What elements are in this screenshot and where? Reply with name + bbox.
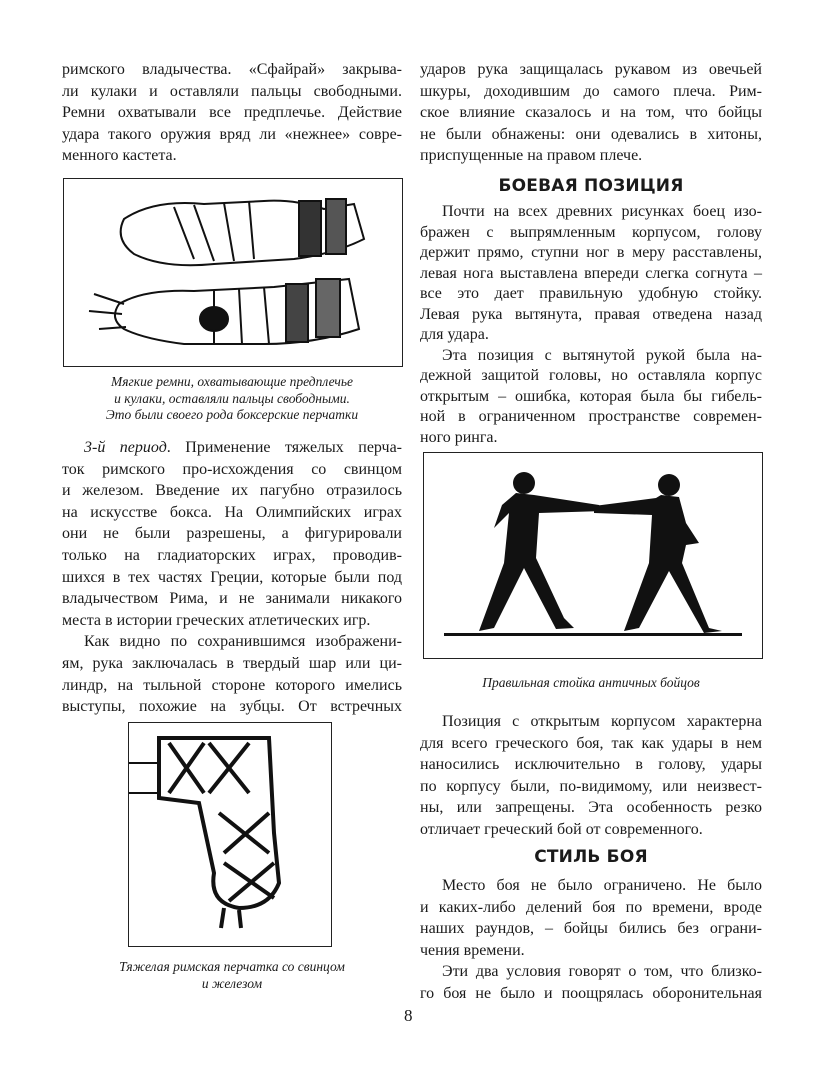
text-line: места в истории греческих атлетических игр. bbox=[62, 611, 371, 629]
text-line: дежной защитой головы, но оставляла корпус bbox=[420, 367, 762, 384]
caption-line: Правильная стойка античных бойцов bbox=[482, 675, 700, 690]
text-line: приспущенные на правом плече. bbox=[420, 147, 643, 165]
left-text-block-2 bbox=[62, 437, 402, 718]
text-line: менного кастета. bbox=[62, 147, 177, 165]
text-line: ское влияние сказалось и на том, что бойцы bbox=[420, 104, 762, 122]
figure-soft-straps-hands bbox=[63, 178, 403, 367]
text-line: владычеством Рима, и не занимали никакого bbox=[62, 590, 402, 608]
text-line: и каких-либо делений боя по времени, вроде bbox=[420, 898, 762, 916]
figure2-caption bbox=[62, 959, 402, 992]
text-line: Как видно по сохранившимся изображени- bbox=[84, 633, 402, 651]
text-line: Место боя не было ограничено. Не было bbox=[442, 877, 762, 894]
page-number: 8 bbox=[404, 1006, 413, 1025]
text-line: ли кулаки и оставляли пальцы свободными. bbox=[62, 82, 402, 100]
text-line: чения времени. bbox=[420, 941, 525, 959]
caption-line: Это были своего рода боксерские перчатки bbox=[105, 407, 359, 422]
text-line: бражен с выпрямленным корпусом, голову bbox=[420, 223, 762, 241]
text-line: только на гладиаторских играх, проводив- bbox=[62, 546, 402, 564]
text-line: Позиция с открытым корпусом характерна bbox=[442, 713, 762, 730]
caption-line: Мягкие ремни, охватывающие предплечье bbox=[110, 374, 353, 389]
text-line: открытым – ошибка, которая была бы гибель- bbox=[420, 387, 762, 405]
text-line: го боя не было и поощрялась оборонительная bbox=[420, 984, 762, 1002]
caption-line: и кулаки, оставляли пальцы свободными. bbox=[114, 390, 350, 406]
figure1-caption bbox=[62, 374, 402, 424]
text-line: все это дает правильную удобную стойку. bbox=[420, 285, 762, 302]
text-line: отличает греческий бой от современного. bbox=[420, 820, 703, 838]
text-line: ны, или запрещены. Эта особенность резко bbox=[420, 799, 762, 817]
hands-with-straps-illustration bbox=[64, 179, 402, 366]
text-line: наших раундов, – бойцы бились без ограни- bbox=[420, 920, 762, 938]
text-line: ток римского про-исхождения со свинцом bbox=[62, 460, 402, 478]
text-line: удара такого оружия вряд ли «нежнее» совре- bbox=[62, 125, 402, 143]
text-line: они не были разрешены, а фигурировали bbox=[62, 525, 402, 543]
text-line: Почти на всех древних рисунках боец изо- bbox=[442, 203, 762, 220]
figure3-caption bbox=[420, 675, 762, 692]
caption-line: Тяжелая римская перчатка со свинцом bbox=[119, 959, 345, 974]
text-line: Эти два условия говорят о том, что близко- bbox=[442, 963, 762, 981]
text-line: римского владычества. «Сфайрай» закрыва- bbox=[62, 61, 402, 78]
text-line: для всего греческого боя, так как удары в нем bbox=[420, 734, 762, 752]
right-text-block-3 bbox=[420, 711, 762, 841]
text-line: левая нога выставлена впереди слегка согнута – bbox=[420, 264, 762, 282]
fighters-silhouette-illustration bbox=[424, 453, 762, 658]
heading-fighting-style: СТИЛЬ БОЯ bbox=[534, 847, 648, 867]
text-line: ной в ограниченном пространстве современ- bbox=[420, 408, 762, 425]
text-line: на искусстве бокса. На Олимпийских играх bbox=[62, 503, 402, 521]
text-line: шкуры, доходившим до самого плеча. Рим- bbox=[420, 82, 762, 100]
lead-italic: 3-й период bbox=[84, 439, 167, 456]
text-line: и железом. Введение их пагубно отразилось bbox=[62, 482, 402, 500]
text-line: Ремни охватывали все предплечье. Действие bbox=[62, 104, 402, 122]
figure-roman-glove bbox=[128, 722, 332, 947]
text-line: линдр, на тыльной стороне которого имелись bbox=[62, 676, 402, 694]
heading-combat-position: БОЕВАЯ ПОЗИЦИЯ bbox=[498, 176, 684, 196]
line-text: . Применение тяжелых перча- bbox=[166, 439, 403, 456]
right-text-block-2 bbox=[420, 202, 762, 448]
text-line: ного ринга. bbox=[420, 428, 498, 446]
right-text-block-4 bbox=[420, 875, 762, 1005]
text-line: ударов рука защищалась рукавом из овечьей bbox=[420, 61, 762, 78]
left-text-block-1 bbox=[62, 59, 402, 167]
text-line: для удара. bbox=[420, 326, 489, 343]
text-line: выступы, похожие на зубцы. От встречных bbox=[62, 698, 402, 716]
text-line: по корпусу были, по-видимому, или неизвест- bbox=[420, 777, 762, 795]
right-text-block-1 bbox=[420, 59, 762, 167]
figure-ancient-fighters-stance bbox=[423, 452, 763, 659]
text-line: шихся в тех частях Греции, которые были под bbox=[62, 568, 402, 586]
text-line: Эта позиция с вытянутой рукой была на- bbox=[442, 346, 762, 364]
text-line: наносились исключительно в голову, удары bbox=[420, 756, 762, 774]
text-line: Левая рука вытянута, правая отведена назад bbox=[420, 305, 762, 323]
text-line: ям, рука заключалась в твердый шар или ци- bbox=[62, 654, 402, 672]
text-line bbox=[62, 437, 402, 459]
text-line: не были обнажены: они одевались в хитоны, bbox=[420, 125, 762, 143]
caption-line: и железом bbox=[201, 975, 263, 991]
roman-glove-illustration bbox=[129, 723, 331, 946]
text-line: держит прямо, ступни ног в меру расставлены, bbox=[420, 244, 762, 261]
